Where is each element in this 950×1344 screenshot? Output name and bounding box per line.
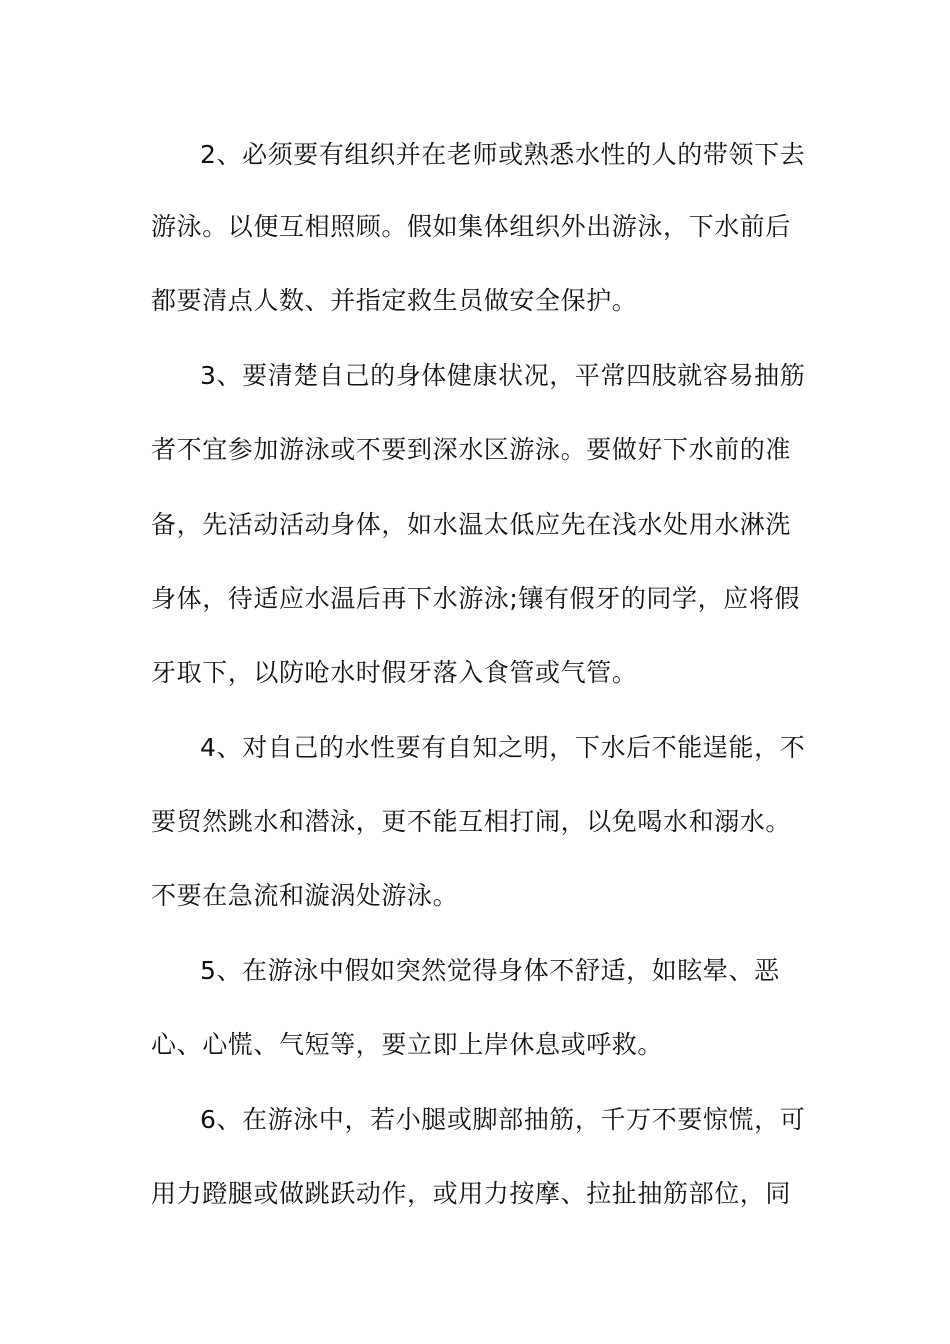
paragraph-2-line-3: 都要清点人数、并指定救生员做安全保护。: [151, 286, 638, 315]
paragraph-2-line-2: 游泳。以便互相照顾。假如集体组织外出游泳，下水前后: [151, 212, 792, 241]
paragraph-3-line-5: 牙取下，以防呛水时假牙落入食管或气管。: [151, 658, 638, 687]
paragraph-3-line-3: 备，先活动活动身体，如水温太低应先在浅水处用水淋洗: [151, 510, 792, 539]
paragraph-3-line-2: 者不宜参加游泳或不要到深水区游泳。要做好下水前的准: [151, 435, 792, 464]
paragraph-3-line-4: 身体，待适应水温后再下水游泳;镶有假牙的同学，应将假: [151, 584, 801, 613]
paragraph-4-line-2: 要贸然跳水和潜泳，更不能互相打闹，以免喝水和溺水。: [151, 807, 792, 836]
paragraph-5-line-1: 5、在游泳中假如突然觉得身体不舒适，如眩晕、恶: [200, 956, 780, 985]
paragraph-4-line-1: 4、对自己的水性要有自知之明，下水后不能逞能，不: [200, 733, 806, 762]
paragraph-4-line-3: 不要在急流和漩涡处游泳。: [151, 881, 459, 910]
paragraph-3-line-1: 3、要清楚自己的身体健康状况，平常四肢就容易抽筋: [200, 361, 806, 390]
paragraph-6-line-2: 用力蹬腿或做跳跃动作，或用力按摩、拉扯抽筋部位，同: [151, 1179, 792, 1208]
paragraph-5-line-2: 心、心慌、气短等，要立即上岸休息或呼救。: [151, 1030, 664, 1059]
paragraph-2-line-1: 2、必须要有组织并在老师或熟悉水性的人的带领下去: [200, 140, 806, 169]
paragraph-6-line-1: 6、在游泳中，若小腿或脚部抽筋，千万不要惊慌，可: [200, 1105, 806, 1134]
